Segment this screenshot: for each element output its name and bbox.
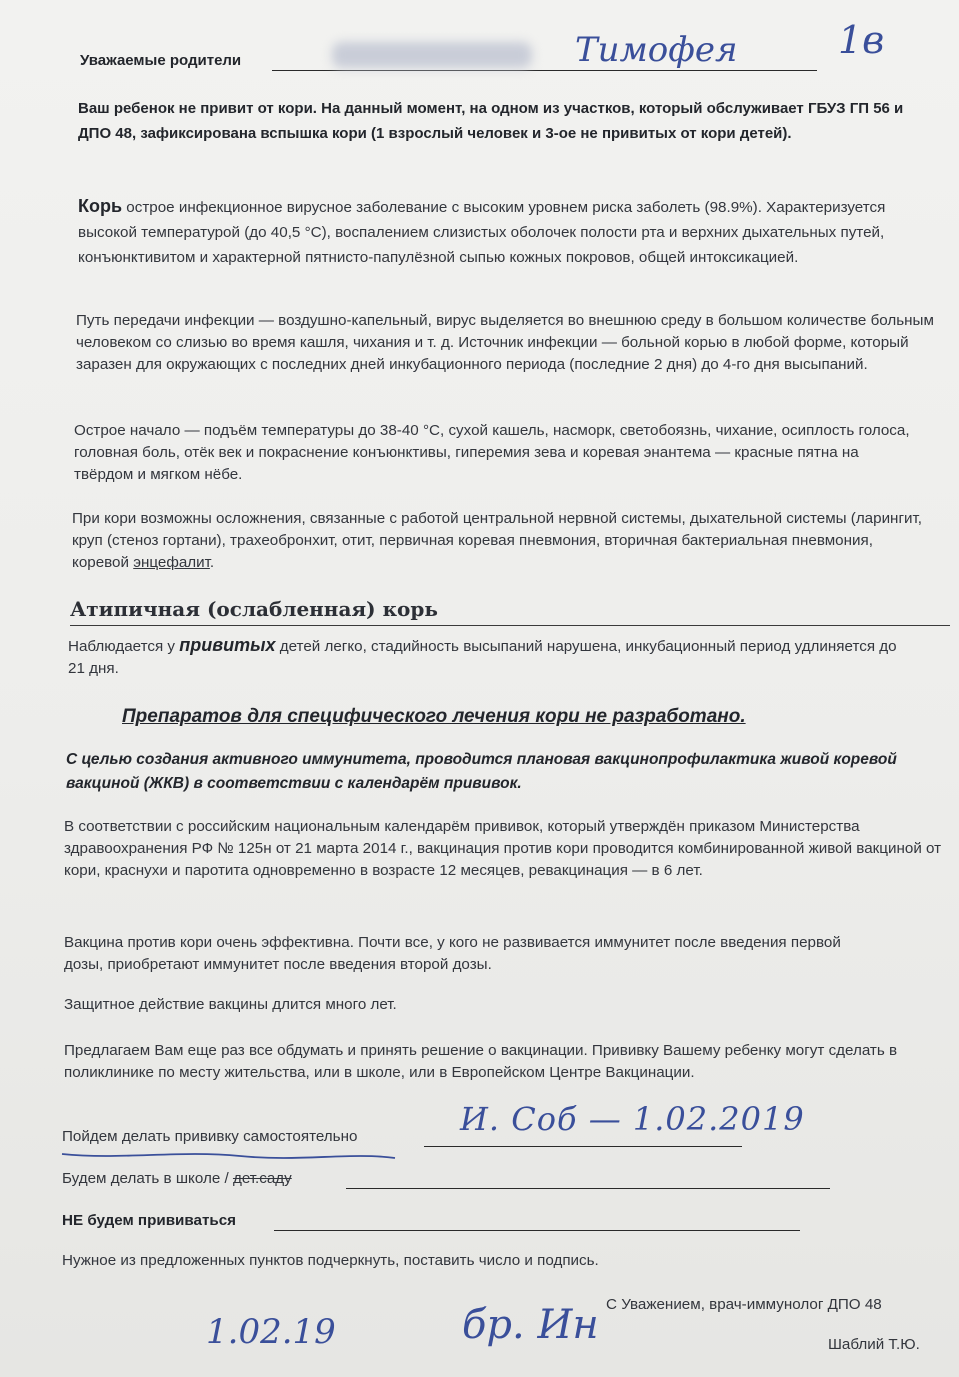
handwritten-footer-date: 1.02.19 <box>206 1312 336 1352</box>
option-self-line <box>424 1146 742 1147</box>
handwritten-underline-self <box>60 1146 400 1166</box>
atypical-emphasis: привитых <box>179 635 276 655</box>
atypical-after: детей легко, стадийность высыпаний нарушена, инкубационный период удлиняется до 21 дня. <box>68 638 897 677</box>
instruction-text: Нужное из предложенных пунктов подчеркнуть, поставить число и подпись. <box>62 1252 599 1269</box>
atypical-heading: Атипичная (ослабленная) корь <box>70 597 438 621</box>
complications-period: . <box>209 554 215 571</box>
transmission-paragraph: Путь передачи инфекции — воздушно-капельный, вирус выделяется во внешнюю среду в большом количестве больным человеком со слизью во время кашля, чихания и т. д. Источник инфекции — больной корью в любой форме, который заразен для окружающих с последних дней инкубационного периода (последние 2 дня) до 4-го дня высыпаний. <box>76 312 934 373</box>
option-school-struck: дет.саду <box>232 1170 292 1187</box>
atypical-paragraph <box>68 634 908 680</box>
handwritten-child-name: Тимофея <box>575 30 738 70</box>
measles-definition-text: острое инфекционное вирусное заболевание с высоким уровнем риска заболеть (98.9%). Характеризуется высокой температурой (до 40,5 °С), воспалением слизистых оболочек полости рта и верхних дыхательных путей, конъюнктивитом и характерной пятнисто-папулёзной сыпью кожных покровов, общей интоксикацией. <box>78 199 886 266</box>
handwritten-footer-signature: бр. Ин <box>462 1302 599 1348</box>
salutation-fill-line <box>272 70 817 71</box>
handwritten-parent-signature-date: И. Соб — 1.02.2019 <box>460 1100 805 1138</box>
complications-last-word: энцефалит <box>133 554 210 571</box>
vaccination-purpose: С целью создания активного иммунитета, проводится плановая вакцинопрофилактика живой коревой вакциной (ЖКВ) в соответствии с календарём прививок. <box>66 751 897 792</box>
onset-paragraph: Острое начало — подъём температуры до 38-40 °С, сухой кашель, насморк, светобоязнь, чихание, осиплость голоса, головная боль, отёк век и покраснение конъюнктивы, гиперемия зева и коревая энантема — красные пятна на твёрдом и мягком нёбе. <box>74 422 910 483</box>
complications-paragraph <box>72 508 930 574</box>
handwritten-class: 1в <box>838 18 885 62</box>
atypical-before: Наблюдается у <box>68 638 176 655</box>
option-school-line <box>346 1188 830 1189</box>
option-school-label <box>62 1168 292 1190</box>
measles-definition <box>78 194 928 270</box>
option-school-text: Будем делать в школе / <box>62 1170 229 1187</box>
option-refuse-line <box>274 1230 800 1231</box>
closing-doctor-name: Шаблий Т.Ю. <box>828 1336 920 1353</box>
complications-text: При кори возможны осложнения, связанные с работой центральной нервной системы, дыхательной системы (ларингит, круп (стеноз гортани), трахеобронхит, отит, первичная коревая пневмония, вторичная бактериальная пневмония, коревой <box>72 510 922 571</box>
option-refuse-label: НЕ будем прививаться <box>62 1212 237 1229</box>
effectiveness-paragraph: Вакцина против кори очень эффективна. Почти все, у кого не развивается иммунитет после введения первой дозы, приобретают иммунитет после введения второй дозы. <box>64 934 841 973</box>
intro-paragraph: Ваш ребенок не привит от кори. На данный момент, на одном из участков, который обслуживает ГБУЗ ГП 56 и ДПО 48, зафиксирована вспышка кори (1 взрослый человек и 3-ое не привитых от кори детей). <box>78 100 904 142</box>
offer-paragraph: Предлагаем Вам еще раз все обдумать и принять решение о вакцинации. Прививку Вашему ребенку могут сделать в поликлинике по месту жительства, или в школе, или в Европейском Центре Вакцинации. <box>64 1042 898 1081</box>
duration-paragraph: Защитное действие вакцины длится много лет. <box>64 996 397 1013</box>
option-self-label: Пойдем делать прививку самостоятельно <box>62 1128 358 1145</box>
salutation-label: Уважаемые родители <box>80 52 242 69</box>
closing-regards: С Уважением, врач-иммунолог ДПО 48 <box>606 1296 882 1313</box>
atypical-heading-rule <box>70 625 950 626</box>
measles-term: Корь <box>78 196 123 216</box>
redacted-surname <box>332 42 532 68</box>
no-treatment-heading: Препаратов для специфического лечения кори не разработано. <box>122 706 746 727</box>
calendar-paragraph: В соответствии с российским национальным календарём прививок, который утверждён приказом Министерства здравоохранения РФ № 125н от 21 марта 2014 г., вакцинация против кори проводится комбинированной живой вакциной от кори, краснухи и паротита одновременно в возрасте 12 месяцев, ревакцинация — в 6 лет. <box>64 818 942 879</box>
